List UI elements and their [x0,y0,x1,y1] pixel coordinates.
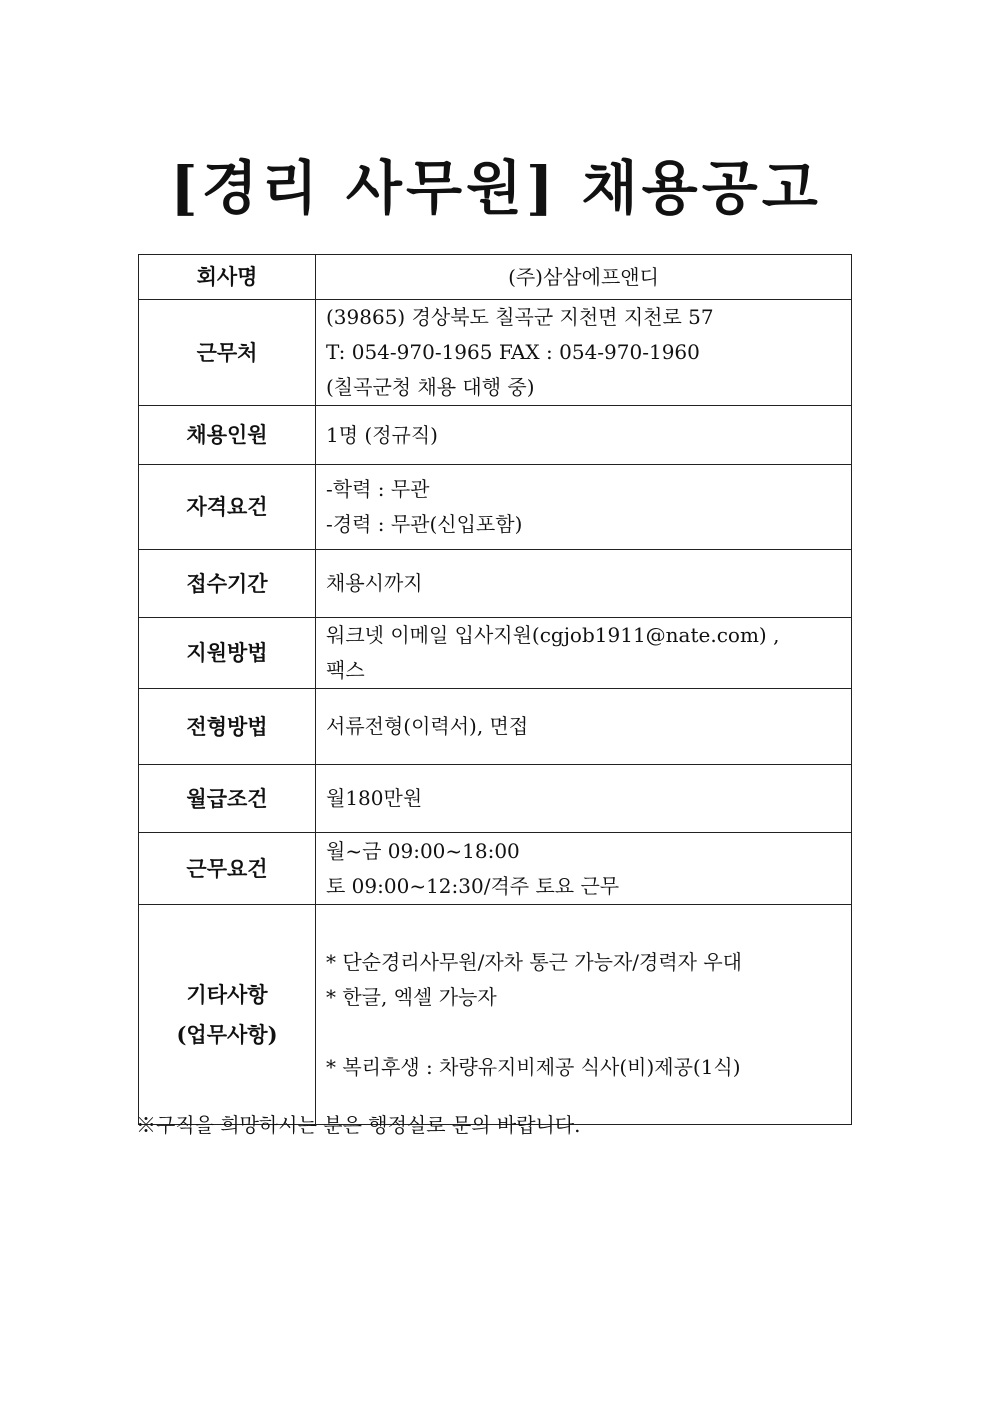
row-label-other [139,905,316,1125]
row-value-work-conditions [316,833,852,905]
row-label-headcount: 채용인원 [139,406,316,465]
row-value-company [316,255,852,300]
workplace-address: (39865) 경상북도 칠곡군 지천면 지천로 57 [326,305,714,329]
headcount-text: 1명 (정규직) [326,422,438,447]
row-value-workplace [316,300,852,406]
row-value-headcount [316,406,852,465]
work-hours-weekday: 월~금 09:00~18:00 [326,838,520,863]
row-label-workplace: 근무처 [139,300,316,406]
row-label-work-conditions: 근무요건 [139,833,316,905]
row-label-application-method: 지원방법 [139,618,316,689]
table-row-headcount [139,406,852,465]
table-row-selection-method [139,689,852,765]
table-row-work-conditions [139,833,852,905]
page-title: [경리 사무원] 채용공고 [170,154,822,222]
application-method-fax: 팩스 [326,658,365,682]
work-hours-saturday: 토 09:00~12:30/격주 토요 근무 [326,873,620,898]
job-posting-table [138,254,852,1125]
application-method-email: 워크넷 이메일 입사지원(cgjob1911@nate.com) , [326,623,780,647]
row-value-other [316,905,852,1125]
qualification-education: -학력 : 무관 [326,477,430,501]
table-row-company [139,255,852,300]
row-label-application-period: 접수기간 [139,550,316,618]
selection-method-text: 서류전형(이력서), 면접 [326,714,529,738]
other-label-main: 기타사항 [186,981,268,1007]
other-item-benefits: * 복리후생 : 차량유지비제공 식사(비)제공(1식) [326,1054,741,1079]
company-name: (주)삼삼에프앤디 [508,264,659,289]
row-value-application-method [316,618,852,689]
application-period-text: 채용시까지 [326,571,423,595]
row-value-qualifications [316,465,852,550]
row-label-selection-method: 전형방법 [139,689,316,765]
other-item-duties: * 단순경리사무원/자차 통근 가능자/경력자 우대 [326,949,742,974]
table-row-workplace [139,300,852,406]
salary-text: 월180만원 [326,786,423,810]
table-row-salary [139,765,852,833]
row-label-salary: 월급조건 [139,765,316,833]
qualification-experience: -경력 : 무관(신입포함) [326,512,523,536]
table-row-application-period [139,550,852,618]
row-label-company: 회사명 [139,255,316,300]
row-value-selection-method [316,689,852,765]
other-item-skills: * 한글, 엑셀 가능자 [326,984,497,1009]
row-label-qualifications: 자격요건 [139,465,316,550]
other-spacer [326,1015,841,1050]
row-value-salary [316,765,852,833]
row-value-application-period [316,550,852,618]
other-label-sub: (업무사항) [176,1021,278,1047]
table-row-application-method [139,618,852,689]
footnote: ※구직을 희망하시는 분은 행정실로 문의 바랍니다. [136,1113,581,1137]
workplace-contact: T: 054-970-1965 FAX : 054-970-1960 [326,340,700,364]
workplace-note: (칠곡군청 채용 대행 중) [326,375,535,399]
table-row-qualifications [139,465,852,550]
table-row-other [139,905,852,1125]
